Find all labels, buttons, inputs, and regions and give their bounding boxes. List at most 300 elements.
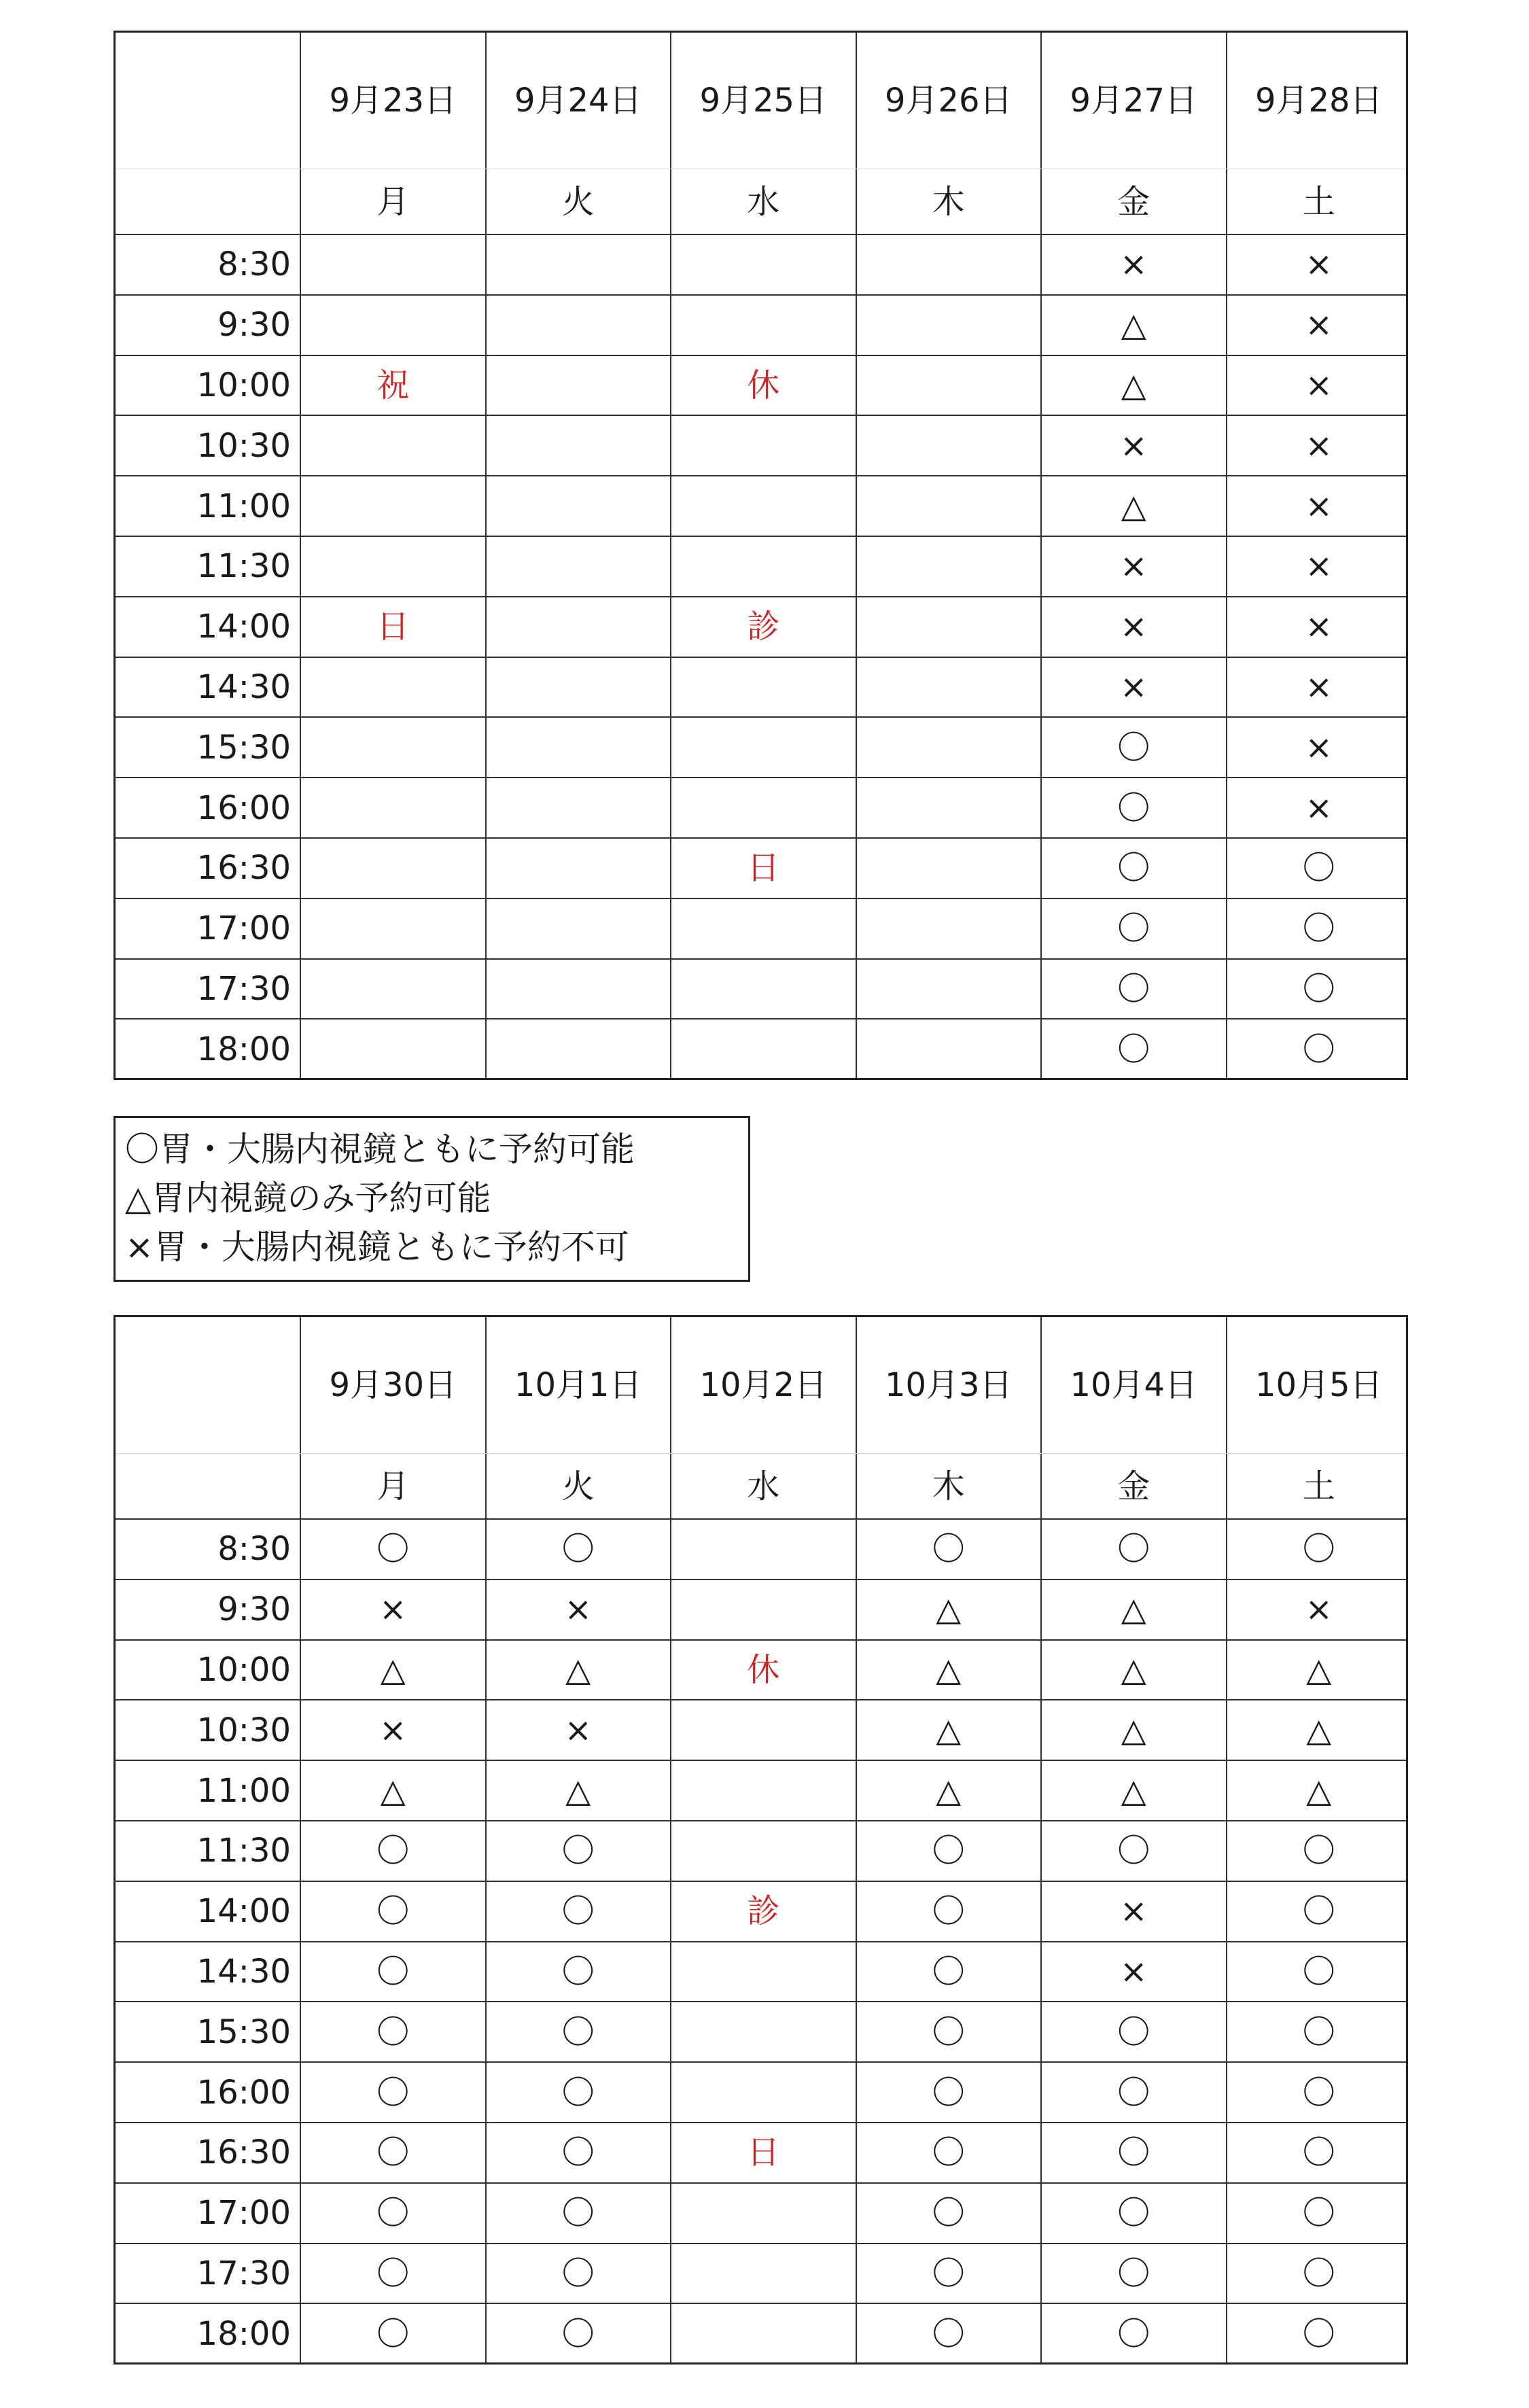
grid-column-divider xyxy=(300,1317,301,2362)
grid-row-divider xyxy=(116,294,1406,296)
closed-day-label: 日 xyxy=(747,2133,780,2172)
weekday-header-cell: 水 xyxy=(747,1467,780,1505)
time-slot-row xyxy=(116,1942,1406,2002)
availability-cell: 〇 xyxy=(1117,2133,1150,2172)
availability-cell: 〇 xyxy=(1302,2254,1335,2292)
availability-cell xyxy=(671,959,856,1019)
availability-cell: △ xyxy=(380,1771,406,1810)
weekday-header-cell: 土 xyxy=(1302,1467,1335,1505)
date-header-cell: 9月28日 xyxy=(1254,82,1383,120)
availability-cell: 〇 xyxy=(376,1530,410,1569)
header-divider-light xyxy=(116,1453,1406,1454)
availability-cell: 〇 xyxy=(1302,1952,1335,1991)
availability-cell: 〇 xyxy=(932,1832,965,1870)
availability-cell xyxy=(300,536,486,597)
availability-cell: 〇 xyxy=(1302,1832,1335,1870)
availability-cell: △ xyxy=(1121,1650,1146,1689)
legend-item-available: 〇胃・大腸内視鏡ともに予約可能 xyxy=(125,1130,635,1169)
availability-cell: 〇 xyxy=(561,1952,595,1991)
availability-cell: △ xyxy=(380,1650,406,1689)
availability-cell: 〇 xyxy=(1117,2012,1150,2051)
weekday-header-cell: 木 xyxy=(932,182,965,221)
availability-cell: 〇 xyxy=(1302,2133,1335,2172)
grid-row-divider xyxy=(116,2061,1406,2063)
availability-cell: × xyxy=(1305,366,1333,404)
availability-cell: × xyxy=(1305,245,1333,284)
availability-cell xyxy=(856,234,1042,295)
time-label: 16:00 xyxy=(196,2073,291,2112)
time-slot-row xyxy=(116,2303,1406,2364)
availability-cell: 〇 xyxy=(1302,2194,1335,2233)
availability-cell: 〇 xyxy=(1117,2254,1150,2292)
availability-cell: × xyxy=(1305,788,1333,827)
availability-cell: △ xyxy=(1306,1771,1332,1810)
availability-cell: △ xyxy=(1121,1711,1146,1749)
availability-cell xyxy=(856,415,1042,476)
availability-cell xyxy=(300,415,486,476)
weekday-header-row xyxy=(116,1453,1406,1519)
grid-row-divider xyxy=(116,898,1406,899)
availability-cell xyxy=(300,778,486,838)
availability-cell xyxy=(856,355,1042,416)
availability-cell: △ xyxy=(936,1590,962,1629)
grid-row-divider xyxy=(116,1699,1406,1700)
availability-cell: 〇 xyxy=(1117,2073,1150,2112)
availability-cell: × xyxy=(379,1711,407,1749)
availability-cell: 〇 xyxy=(1117,2194,1150,2233)
time-slot-row xyxy=(116,778,1406,838)
availability-cell xyxy=(856,657,1042,718)
availability-cell xyxy=(486,838,671,898)
time-label: 17:00 xyxy=(196,2194,291,2233)
availability-cell: △ xyxy=(1121,306,1146,345)
grid-row-divider xyxy=(116,837,1406,839)
availability-cell xyxy=(671,1519,856,1580)
grid-row-divider xyxy=(116,1820,1406,1821)
time-slot-row xyxy=(116,898,1406,959)
availability-cell: 〇 xyxy=(932,2314,965,2353)
availability-cell xyxy=(671,1700,856,1760)
availability-cell: 〇 xyxy=(932,1952,965,1991)
grid-column-divider xyxy=(485,33,487,1078)
availability-cell: 〇 xyxy=(561,2073,595,2112)
availability-cell: 〇 xyxy=(932,2012,965,2051)
weekday-header-cell: 火 xyxy=(561,1467,595,1505)
grid-row-divider xyxy=(116,1941,1406,1942)
weekday-header-cell: 月 xyxy=(376,1467,410,1505)
time-slot-row xyxy=(116,536,1406,597)
corner-blank-cell xyxy=(116,33,300,169)
time-label: 18:00 xyxy=(196,1030,291,1068)
availability-cell: × xyxy=(1120,245,1148,284)
availability-cell: △ xyxy=(936,1650,962,1689)
weekday-corner-cell xyxy=(116,1453,300,1519)
availability-cell: × xyxy=(1120,667,1148,706)
time-label: 11:00 xyxy=(196,487,291,525)
grid-row-divider xyxy=(116,2243,1406,2244)
availability-cell xyxy=(671,2002,856,2062)
availability-cell: 〇 xyxy=(1117,849,1150,888)
availability-cell xyxy=(300,717,486,778)
date-header-cell: 10月3日 xyxy=(884,1366,1013,1404)
availability-cell xyxy=(671,476,856,536)
grid-row-divider xyxy=(116,415,1406,416)
time-label: 11:00 xyxy=(196,1771,291,1810)
grid-row-divider xyxy=(116,475,1406,476)
availability-cell: × xyxy=(1305,426,1333,465)
closed-day-label: 診 xyxy=(747,1892,780,1931)
availability-cell xyxy=(671,415,856,476)
availability-cell: 〇 xyxy=(932,2133,965,2172)
date-header-cell: 10月4日 xyxy=(1070,1366,1198,1404)
availability-cell: × xyxy=(1305,667,1333,706)
availability-cell xyxy=(671,657,856,718)
schedule-table-week-1 xyxy=(113,31,1408,1080)
time-label: 14:30 xyxy=(196,1952,291,1991)
availability-cell: 〇 xyxy=(561,2012,595,2051)
corner-blank-cell xyxy=(116,1317,300,1453)
availability-cell: △ xyxy=(1121,366,1146,404)
availability-cell xyxy=(671,2183,856,2244)
weekday-header-cell: 火 xyxy=(561,182,595,221)
availability-cell: × xyxy=(1305,487,1333,525)
availability-cell: 〇 xyxy=(561,1530,595,1569)
availability-cell: △ xyxy=(1121,1771,1146,1810)
time-slot-row xyxy=(116,1760,1406,1821)
availability-cell: △ xyxy=(1121,1590,1146,1629)
availability-cell xyxy=(300,234,486,295)
availability-cell xyxy=(671,1942,856,2002)
availability-cell: 〇 xyxy=(376,2133,410,2172)
grid-row-divider xyxy=(116,657,1406,658)
availability-cell xyxy=(856,717,1042,778)
date-header-cell: 10月5日 xyxy=(1254,1366,1383,1404)
time-label: 10:30 xyxy=(196,426,291,465)
availability-cell: 〇 xyxy=(1302,1530,1335,1569)
availability-cell: 〇 xyxy=(1302,849,1335,888)
time-label: 11:30 xyxy=(196,1832,291,1870)
time-label: 14:30 xyxy=(196,667,291,706)
availability-cell: 〇 xyxy=(932,2194,965,2233)
availability-cell xyxy=(856,838,1042,898)
weekday-header-cell: 木 xyxy=(932,1467,965,1505)
time-label: 9:30 xyxy=(217,1590,291,1629)
availability-cell: 〇 xyxy=(932,2073,965,2112)
schedule-table-week-2 xyxy=(113,1315,1408,2365)
availability-cell: 〇 xyxy=(1117,969,1150,1008)
closed-day-label: 休 xyxy=(747,1650,780,1689)
availability-cell xyxy=(486,295,671,355)
availability-cell: 〇 xyxy=(1302,1892,1335,1931)
grid-row-divider xyxy=(116,1518,1406,1520)
time-label: 10:30 xyxy=(196,1711,291,1749)
availability-cell: 〇 xyxy=(376,1832,410,1870)
time-label: 16:30 xyxy=(196,2133,291,2172)
availability-cell: △ xyxy=(565,1771,591,1810)
time-label: 9:30 xyxy=(217,306,291,345)
time-slot-row xyxy=(116,2183,1406,2244)
time-slot-row xyxy=(116,415,1406,476)
legend-item-gastric-only: △胃内視鏡のみ予約可能 xyxy=(125,1179,491,1218)
availability-cell xyxy=(486,1019,671,1079)
availability-cell xyxy=(856,1019,1042,1079)
availability-cell: × xyxy=(1120,547,1148,586)
availability-cell xyxy=(486,536,671,597)
availability-cell: × xyxy=(1120,1892,1148,1931)
availability-cell: 〇 xyxy=(561,2314,595,2353)
grid-row-divider xyxy=(116,1881,1406,1882)
availability-cell xyxy=(300,838,486,898)
availability-cell: 〇 xyxy=(376,2073,410,2112)
availability-cell: × xyxy=(1305,608,1333,646)
availability-cell xyxy=(856,295,1042,355)
availability-cell: △ xyxy=(1306,1650,1332,1689)
availability-cell xyxy=(486,778,671,838)
time-label: 14:00 xyxy=(196,1892,291,1931)
availability-cell xyxy=(300,1019,486,1079)
availability-cell xyxy=(671,1019,856,1079)
time-label: 15:30 xyxy=(196,2012,291,2051)
time-slot-row xyxy=(116,1821,1406,1881)
availability-cell: × xyxy=(1305,1590,1333,1629)
time-label: 8:30 xyxy=(217,1530,291,1569)
grid-row-divider xyxy=(116,2182,1406,2184)
availability-cell xyxy=(486,415,671,476)
grid-column-divider xyxy=(485,1317,487,2362)
availability-cell: 〇 xyxy=(1302,969,1335,1008)
date-header-row xyxy=(116,1317,1406,1453)
availability-cell: 〇 xyxy=(1117,1832,1150,1870)
availability-cell xyxy=(486,717,671,778)
grid-row-divider xyxy=(116,536,1406,537)
closed-day-label: 祝 xyxy=(376,366,410,404)
closed-day-label: 日 xyxy=(747,849,780,888)
time-slot-row xyxy=(116,1881,1406,1942)
availability-cell: 〇 xyxy=(1302,1030,1335,1068)
time-slot-row xyxy=(116,717,1406,778)
availability-cell: △ xyxy=(936,1771,962,1810)
availability-cell xyxy=(671,295,856,355)
time-slot-row xyxy=(116,959,1406,1019)
time-slot-row xyxy=(116,295,1406,355)
time-slot-row xyxy=(116,1580,1406,1640)
grid-row-divider xyxy=(116,2001,1406,2002)
availability-cell: × xyxy=(1305,728,1333,767)
availability-cell: × xyxy=(1305,547,1333,586)
date-header-cell: 9月26日 xyxy=(884,82,1013,120)
availability-cell: 〇 xyxy=(376,2194,410,2233)
availability-cell xyxy=(856,476,1042,536)
availability-cell xyxy=(671,1760,856,1821)
availability-cell: × xyxy=(1120,1952,1148,1991)
availability-cell: 〇 xyxy=(376,2314,410,2353)
availability-cell: 〇 xyxy=(376,1952,410,1991)
availability-cell xyxy=(671,717,856,778)
weekday-header-cell: 月 xyxy=(376,182,410,221)
time-slot-row xyxy=(116,476,1406,536)
availability-cell: 〇 xyxy=(932,1530,965,1569)
availability-cell: 〇 xyxy=(1117,788,1150,827)
availability-cell: 〇 xyxy=(1117,2314,1150,2353)
availability-cell xyxy=(300,476,486,536)
availability-cell: 〇 xyxy=(1302,2073,1335,2112)
time-slot-row xyxy=(116,2002,1406,2062)
grid-row-divider xyxy=(116,2122,1406,2123)
time-label: 16:00 xyxy=(196,788,291,827)
grid-row-divider xyxy=(116,1760,1406,1761)
availability-cell xyxy=(856,778,1042,838)
availability-cell xyxy=(486,657,671,718)
availability-cell: 〇 xyxy=(561,1832,595,1870)
grid-column-divider xyxy=(1040,33,1042,1078)
availability-cell: △ xyxy=(1121,487,1146,525)
availability-cell xyxy=(671,778,856,838)
date-header-cell: 10月1日 xyxy=(514,1366,642,1404)
availability-cell: 〇 xyxy=(1117,909,1150,948)
availability-cell xyxy=(671,234,856,295)
time-slot-row xyxy=(116,657,1406,718)
availability-cell: × xyxy=(1305,306,1333,345)
availability-cell xyxy=(856,597,1042,657)
grid-row-divider xyxy=(116,777,1406,778)
availability-cell: 〇 xyxy=(1302,2314,1335,2353)
availability-cell xyxy=(486,898,671,959)
time-slot-row xyxy=(116,597,1406,657)
time-label: 10:00 xyxy=(196,366,291,404)
availability-cell: 〇 xyxy=(1117,1030,1150,1068)
grid-row-divider xyxy=(116,596,1406,597)
time-label: 11:30 xyxy=(196,547,291,586)
weekday-header-row xyxy=(116,169,1406,234)
availability-cell xyxy=(671,1580,856,1640)
availability-cell xyxy=(486,234,671,295)
grid-column-divider xyxy=(1040,1317,1042,2362)
availability-cell xyxy=(856,536,1042,597)
availability-cell xyxy=(300,657,486,718)
weekday-header-cell: 土 xyxy=(1302,182,1335,221)
availability-cell xyxy=(671,898,856,959)
time-slot-row xyxy=(116,2062,1406,2123)
grid-row-divider xyxy=(116,355,1406,356)
availability-cell xyxy=(300,295,486,355)
weekday-header-cell: 金 xyxy=(1117,1467,1150,1505)
closed-day-label: 診 xyxy=(747,608,780,646)
time-label: 14:00 xyxy=(196,608,291,646)
availability-cell: 〇 xyxy=(932,1892,965,1931)
date-header-cell: 9月30日 xyxy=(329,1366,457,1404)
time-label: 16:30 xyxy=(196,849,291,888)
availability-cell xyxy=(486,597,671,657)
grid-column-divider xyxy=(856,33,857,1078)
availability-cell: × xyxy=(1120,608,1148,646)
time-label: 17:00 xyxy=(196,909,291,948)
availability-cell: 〇 xyxy=(1302,909,1335,948)
availability-cell xyxy=(856,898,1042,959)
availability-cell xyxy=(486,355,671,416)
date-header-row xyxy=(116,33,1406,169)
availability-cell: 〇 xyxy=(1302,2012,1335,2051)
time-label: 18:00 xyxy=(196,2314,291,2353)
time-slot-row xyxy=(116,1640,1406,1700)
availability-cell: 〇 xyxy=(376,2254,410,2292)
grid-row-divider xyxy=(116,716,1406,718)
legend-box xyxy=(113,1116,750,1282)
weekday-corner-cell xyxy=(116,169,300,234)
legend-item-unavailable: ×胃・大腸内視鏡ともに予約不可 xyxy=(125,1227,629,1267)
availability-cell xyxy=(671,2062,856,2123)
availability-cell: × xyxy=(1120,426,1148,465)
time-slot-row xyxy=(116,1700,1406,1760)
time-slot-row xyxy=(116,355,1406,416)
availability-cell: △ xyxy=(936,1711,962,1749)
time-label: 17:30 xyxy=(196,969,291,1008)
grid-column-divider xyxy=(670,1317,671,2362)
grid-column-divider xyxy=(856,1317,857,2362)
grid-row-divider xyxy=(116,958,1406,960)
time-label: 17:30 xyxy=(196,2254,291,2292)
availability-cell: 〇 xyxy=(1117,1530,1150,1569)
availability-cell: 〇 xyxy=(932,2254,965,2292)
grid-column-divider xyxy=(1226,1317,1227,2362)
time-label: 15:30 xyxy=(196,728,291,767)
time-slot-row xyxy=(116,838,1406,898)
availability-cell xyxy=(300,898,486,959)
weekday-header-cell: 金 xyxy=(1117,182,1150,221)
time-slot-row xyxy=(116,2123,1406,2183)
availability-cell xyxy=(671,1821,856,1881)
grid-column-divider xyxy=(300,33,301,1078)
grid-row-divider xyxy=(116,1579,1406,1580)
grid-column-divider xyxy=(670,33,671,1078)
availability-cell: × xyxy=(564,1590,592,1629)
availability-cell: × xyxy=(564,1711,592,1749)
time-slot-row xyxy=(116,234,1406,295)
availability-cell: 〇 xyxy=(1117,728,1150,767)
availability-cell xyxy=(856,959,1042,1019)
availability-cell: 〇 xyxy=(561,2133,595,2172)
availability-cell xyxy=(671,2244,856,2304)
grid-column-divider xyxy=(1226,33,1227,1078)
availability-cell xyxy=(671,536,856,597)
availability-cell xyxy=(300,959,486,1019)
time-slot-row xyxy=(116,2244,1406,2304)
time-slot-row xyxy=(116,1019,1406,1079)
time-label: 10:00 xyxy=(196,1650,291,1689)
closed-day-label: 日 xyxy=(376,608,410,646)
availability-cell: △ xyxy=(1306,1711,1332,1749)
date-header-cell: 9月25日 xyxy=(699,82,828,120)
availability-cell xyxy=(486,959,671,1019)
grid-row-divider xyxy=(116,2303,1406,2304)
availability-cell: 〇 xyxy=(561,1892,595,1931)
date-header-cell: 9月24日 xyxy=(514,82,642,120)
time-label: 8:30 xyxy=(217,245,291,284)
availability-cell: △ xyxy=(565,1650,591,1689)
time-slot-row xyxy=(116,1519,1406,1580)
closed-day-label: 休 xyxy=(747,366,780,404)
availability-cell xyxy=(486,476,671,536)
availability-cell: 〇 xyxy=(376,2012,410,2051)
grid-row-divider xyxy=(116,1639,1406,1641)
availability-cell: 〇 xyxy=(561,2194,595,2233)
availability-cell: 〇 xyxy=(376,1892,410,1931)
grid-row-divider xyxy=(116,1018,1406,1019)
availability-cell xyxy=(671,2303,856,2364)
date-header-cell: 9月27日 xyxy=(1070,82,1198,120)
date-header-cell: 10月2日 xyxy=(699,1366,828,1404)
availability-cell: × xyxy=(379,1590,407,1629)
grid-row-divider xyxy=(116,234,1406,235)
